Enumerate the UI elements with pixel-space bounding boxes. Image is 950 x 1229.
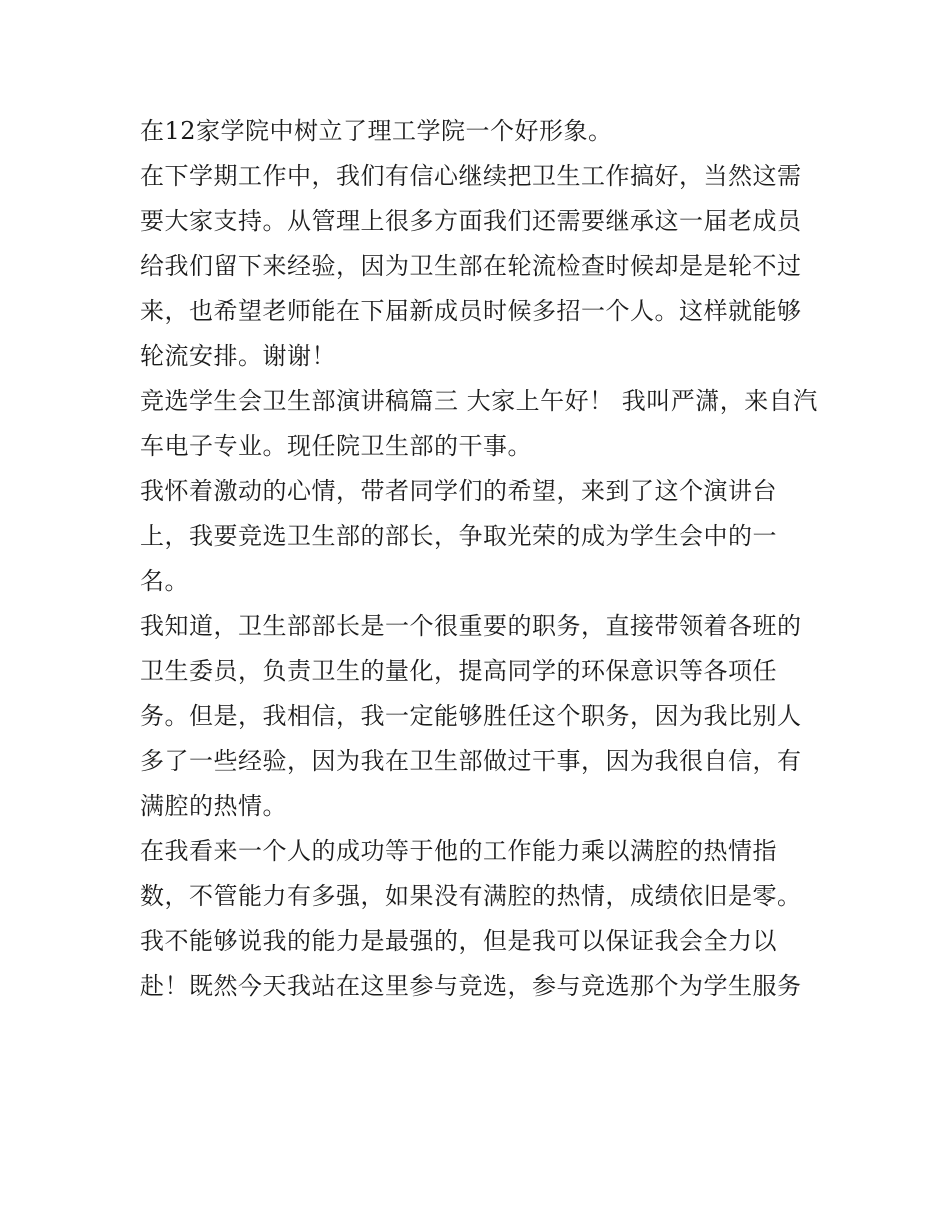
paragraph-1: 在12家学院中树立了理工学院一个好形象。 (140, 117, 613, 145)
paragraph-5: 我知道，卫生部部长是一个很重要的职务，直接带领着各班的卫生委员，负责卫生的量化，提高同学的环保意识等各项任务。但是，我相信，我一定能够胜任这个职务，因为我比别人多了一些经验，因为我在卫生部做过干事，因为我很自信，有满腔的热情。 (140, 612, 802, 820)
paragraph-4: 我怀着激动的心情，带者同学们的希望，来到了这个演讲台上，我要竞选卫生部的部长，争取光荣的成为学生会中的一名。 (140, 477, 777, 595)
paragraph-2: 在下学期工作中，我们有信心继续把卫生工作搞好，当然这需要大家支持。从管理上很多方面我们还需要继承这一届老成员给我们留下来经验，因为卫生部在轮流检查时候却是是轮不过来，也希望老师能在下届新成员时候多招一个人。这样就能够轮流安排。谢谢！ (140, 162, 802, 370)
document-body (140, 109, 820, 1009)
paragraph-6: 在我看来一个人的成功等于他的工作能力乘以满腔的热情指数，不管能力有多强，如果没有满腔的热情，成绩依旧是零。我不能够说我的能力是最强的，但是我可以保证我会全力以赴！既然今天我站在这里参与竞选，参与竞选那个为学生服务 (140, 837, 802, 1000)
paragraph-3: 竞选学生会卫生部演讲稿篇三 大家上午好！ 我叫严潇，来自汽车电子专业。现任院卫生部的干事。 (140, 387, 818, 460)
